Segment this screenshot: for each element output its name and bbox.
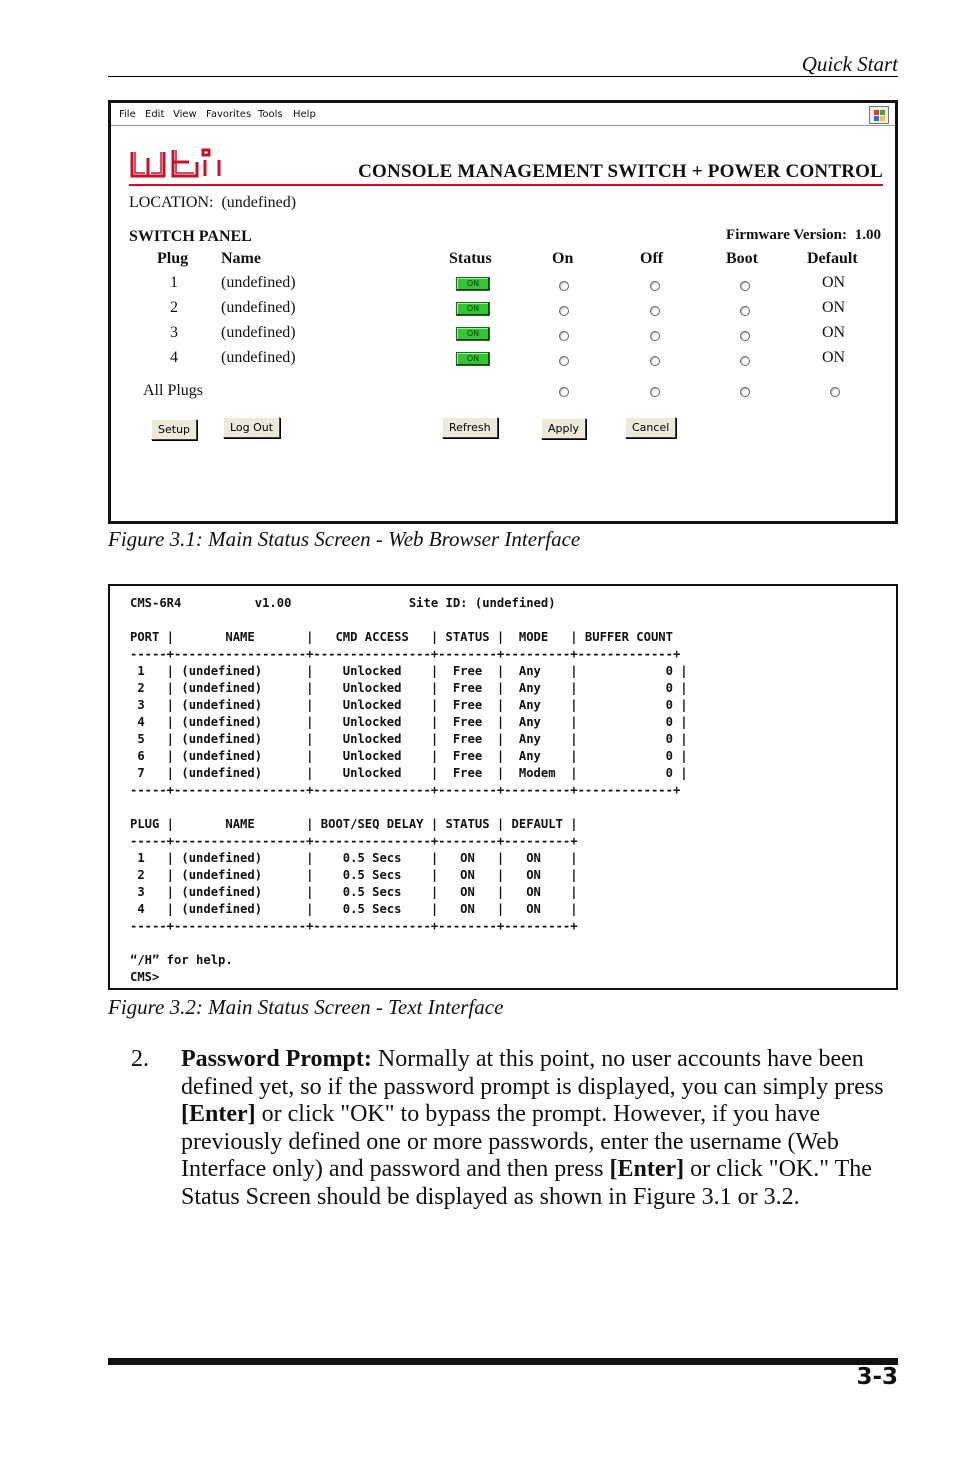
- figure-text-interface: [108, 584, 898, 990]
- radio-off-all[interactable]: [650, 387, 660, 397]
- radio-off-plug-1[interactable]: [650, 281, 660, 291]
- radio-off-plug-4[interactable]: [650, 356, 660, 366]
- menu-help[interactable]: Help: [293, 109, 316, 120]
- figure-caption: Figure 3.2: Main Status Screen - Text Interface: [108, 995, 504, 1019]
- plug-name: (undefined): [221, 349, 296, 366]
- footer-rule: [108, 1358, 898, 1365]
- step-number: 2.: [131, 1046, 149, 1072]
- radio-boot-plug-4[interactable]: [740, 356, 750, 366]
- menu-favorites[interactable]: Favorites: [206, 109, 252, 120]
- key-enter: [Enter]: [609, 1156, 685, 1182]
- radio-on-plug-4[interactable]: [559, 356, 569, 366]
- status-on-button[interactable]: ON: [456, 277, 490, 291]
- refresh-button[interactable]: Refresh: [442, 417, 498, 438]
- paragraph-text: or click "OK." The Status Screen should be displayed as shown in Figure 3.1 or 3.2.: [181, 1156, 872, 1210]
- location-value: (undefined): [221, 194, 297, 211]
- col-name: Name: [221, 250, 261, 267]
- key-enter: [Enter]: [181, 1101, 256, 1127]
- setup-button[interactable]: Setup: [151, 419, 197, 440]
- plug-name: (undefined): [221, 299, 296, 316]
- apply-button[interactable]: Apply: [541, 418, 586, 439]
- running-head: Quick Start: [801, 52, 898, 76]
- logout-button[interactable]: Log Out: [223, 417, 280, 438]
- wti-logo: [129, 148, 225, 182]
- status-on-button[interactable]: ON: [456, 327, 490, 341]
- menu-view[interactable]: View: [173, 109, 197, 120]
- col-status: Status: [449, 250, 492, 267]
- location-label: LOCATION:: [129, 194, 214, 211]
- browser-menubar: [111, 103, 895, 126]
- page-number: 3-3: [856, 1364, 898, 1390]
- radio-boot-plug-3[interactable]: [740, 331, 750, 341]
- radio-on-plug-2[interactable]: [559, 306, 569, 316]
- plug-default: ON: [822, 299, 846, 316]
- switch-panel-title: SWITCH PANEL: [129, 228, 252, 245]
- col-boot: Boot: [726, 250, 758, 267]
- all-plugs-label: All Plugs: [143, 382, 204, 399]
- location-row: [129, 194, 296, 212]
- radio-default-all[interactable]: [830, 387, 840, 397]
- plug-number: 2: [170, 299, 178, 316]
- menu-tools[interactable]: Tools: [258, 109, 283, 120]
- plug-number: 1: [170, 274, 178, 291]
- menu-file[interactable]: File: [119, 109, 136, 120]
- radio-off-plug-2[interactable]: [650, 306, 660, 316]
- radio-boot-all[interactable]: [740, 387, 750, 397]
- header-rule: [108, 76, 898, 77]
- firmware-version: Firmware Version: 1.00: [726, 227, 881, 243]
- radio-on-plug-1[interactable]: [559, 281, 569, 291]
- col-on: On: [552, 250, 574, 267]
- paragraph-text: or click "OK" to bypass the prompt. However, if you have previously defined one or more passwords, enter the username (Web Interface only) and password and then press: [181, 1101, 839, 1182]
- windows-flag-icon: [869, 106, 889, 124]
- plug-default: ON: [822, 324, 846, 341]
- title-rule: [129, 184, 883, 186]
- plug-number: 4: [170, 349, 178, 366]
- step-paragraph: [181, 1046, 894, 1211]
- cancel-button[interactable]: Cancel: [625, 417, 676, 438]
- plug-default: ON: [822, 349, 846, 366]
- plug-default: ON: [822, 274, 846, 291]
- paragraph-text: Normally at this point, no user accounts have been defined yet, so if the password prompt is displayed, you can simply press: [181, 1046, 884, 1100]
- figure-web-browser-screen: [108, 100, 898, 524]
- status-on-button[interactable]: ON: [456, 302, 490, 316]
- plug-name: (undefined): [221, 274, 296, 291]
- menu-edit[interactable]: Edit: [145, 109, 165, 120]
- radio-off-plug-3[interactable]: [650, 331, 660, 341]
- col-off: Off: [640, 250, 664, 267]
- plug-name: (undefined): [221, 324, 296, 341]
- col-plug: Plug: [157, 250, 189, 267]
- terminal-output: CMS-6R4 v1.00 Site ID: (undefined) PORT | NAME | CMD ACCESS | STATUS | MODE | BUFFER COUNT -----+------------------+----------------+--------+---------+-------------+ 1 | (undefined) | Unlocked | Free | Any | 0 | 2 | (undefined) | Unlocked | Free | Any | 0 | 3 | (undefined) | Unlocked | Free | Any | 0 | 4 | (undefined) | Unlocked | Free | Any | 0 | 5 | (undefined) | Unlocked | Free | Any | 0 | 6 | (undefined) | Unlocked | Free | Any | 0 | 7 | (undefined) | Unlocked | Free | Modem | 0 | -----+------------------+----------------+--------+---------+-------------+ PLUG | NAME | BOOT/SEQ DELAY | STATUS | DEFAULT | -----+------------------+----------------+--------+---------+ 1 | (undefined) | 0.5 Secs | ON | ON | 2 | (undefined) | 0.5 Secs | ON | ON | 3 | (undefined) | 0.5 Secs | ON | ON | 4 | (undefined) | 0.5 Secs | ON | ON | -----+------------------+----------------+--------+---------+ “/H” for help. CMS>: [130, 596, 688, 984]
- radio-on-plug-3[interactable]: [559, 331, 569, 341]
- page-title: CONSOLE MANAGEMENT SWITCH + POWER CONTROL: [358, 161, 883, 182]
- radio-on-all[interactable]: [559, 387, 569, 397]
- radio-boot-plug-2[interactable]: [740, 306, 750, 316]
- step-heading: Password Prompt:: [181, 1046, 372, 1072]
- figure-caption: Figure 3.1: Main Status Screen - Web Browser Interface: [108, 527, 581, 551]
- radio-boot-plug-1[interactable]: [740, 281, 750, 291]
- status-on-button[interactable]: ON: [456, 352, 490, 366]
- plug-number: 3: [170, 324, 178, 341]
- col-default: Default: [807, 250, 858, 267]
